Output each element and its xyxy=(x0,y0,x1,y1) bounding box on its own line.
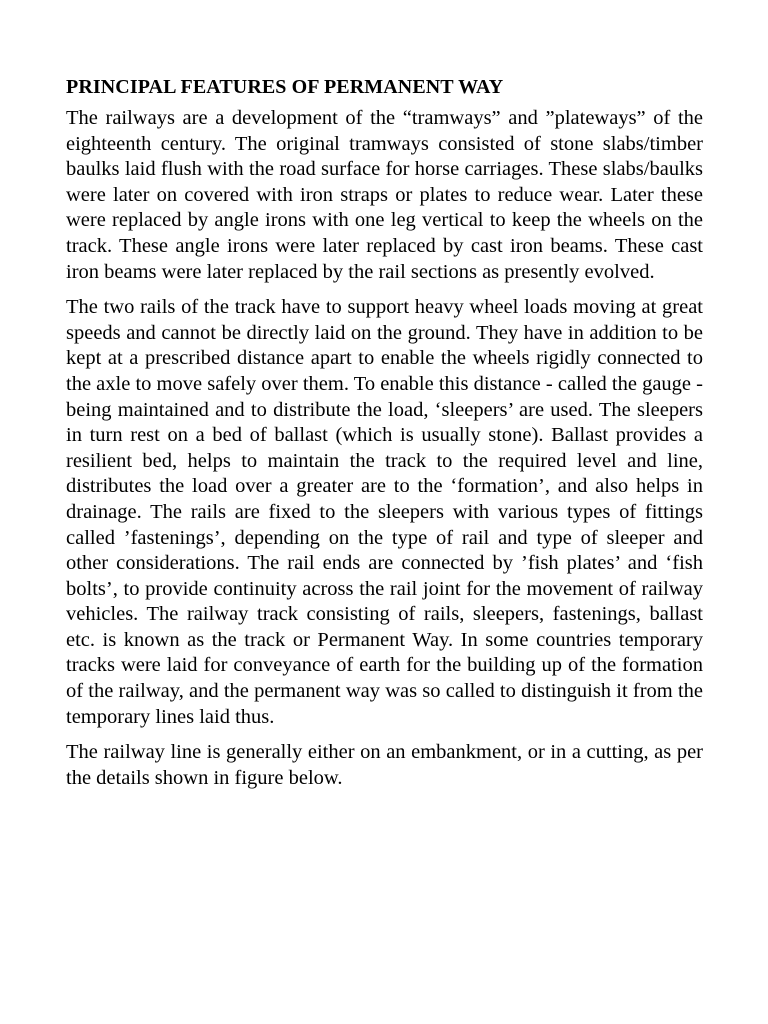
section-title: PRINCIPAL FEATURES OF PERMANENT WAY xyxy=(66,76,504,98)
paragraph-track-components: The two rails of the track have to support heavy wheel loads moving at great speeds and cannot be directly laid on the ground. They have in addition to be kept at a prescribed distance apart to enable the wheels rigidly connected to the axle to move safely over them. To enable this distance - called the gauge - being maintained and to distribute the load, ‘sleepers’ are used. The sleepers in turn rest on a bed of ballast (which is usually stone). Ballast provides a resilient bed, helps to maintain the track to the required level and line, distributes the load over a greater are to the ‘formation’, and also helps in drainage. The rails are fixed to the sleepers with various types of fittings called ’fastenings’, depending on the type of rail and type of sleeper and other considerations. The rail ends are connected by ’fish plates’ and ‘fish bolts’, to provide continuity across the rail joint for the movement of railway vehicles. The railway track consisting of rails, sleepers, fastenings, ballast etc. is known as the track or Permanent Way. In some countries temporary tracks were laid for conveyance of earth for the building up of the formation of the railway, and the permanent way was so called to distinguish it from the temporary lines laid thus. xyxy=(66,296,703,728)
document-body xyxy=(66,74,703,791)
paragraph-history: The railways are a development of the “tramways” and ”plateways” of the eighteenth century. The original tramways consisted of stone slabs/timber baulks laid flush with the road surface for horse carriages. These slabs/baulks were later on covered with iron straps or plates to reduce wear. Later these were replaced by angle irons with one leg vertical to keep the wheels on the track. These angle irons were later replaced by cast iron beams. These cast iron beams were later replaced by the rail sections as presently evolved. xyxy=(66,107,703,283)
paragraph-embankment-cutting: The railway line is generally either on an embankment, or in a cutting, as per the details shown in figure below. xyxy=(66,741,703,789)
